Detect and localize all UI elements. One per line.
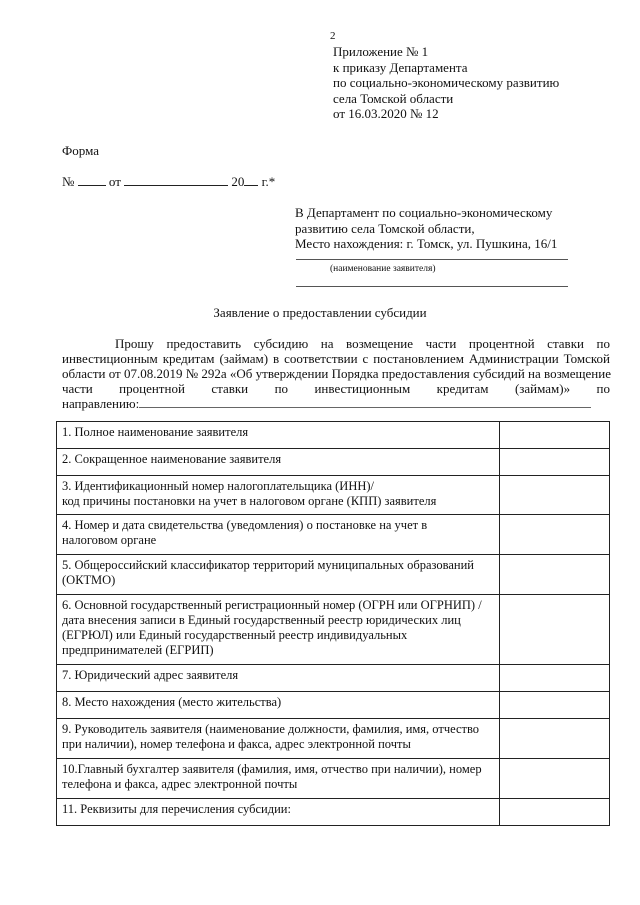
field-label: 10.Главный бухгалтер заявителя (фамилия, имя, отчество при наличии), номер телефона и факса, адрес электронной почты: [57, 759, 500, 799]
field-value-cell[interactable]: [500, 476, 610, 515]
field-value-cell[interactable]: [500, 449, 610, 476]
field-label: 6. Основной государственный регистрационный номер (ОГРН или ОГРНИП) / дата внесения записи в Единый государственный реестр юридических лиц (ЕГРЮЛ) или Единый государственный реестр индивидуальных предпринимателей (ЕГРИП): [57, 595, 500, 665]
number-blank[interactable]: [78, 174, 106, 186]
appendix-line: села Томской области: [333, 90, 454, 106]
field-label: 1. Полное наименование заявителя: [57, 422, 500, 449]
table-row: [57, 719, 610, 759]
requisites-table: [56, 421, 610, 826]
field-value-cell[interactable]: [500, 595, 610, 665]
addressee-block: [295, 205, 557, 252]
addressee-line: развитию села Томской области,: [295, 220, 475, 236]
applicant-name-line-2[interactable]: [296, 286, 568, 287]
field-value-cell[interactable]: [500, 555, 610, 595]
table-row: [57, 449, 610, 476]
table-row: [57, 515, 610, 555]
form-label: Форма: [62, 143, 99, 158]
field-value-cell[interactable]: [500, 665, 610, 692]
appendix-line: от 16.03.2020 № 12: [333, 106, 439, 122]
direction-label: направлению:: [62, 396, 140, 411]
field-value-cell[interactable]: [500, 422, 610, 449]
paragraph-line: части процентной ставки по инвестиционным кредитам (займам)» по: [62, 381, 610, 396]
table-row: [57, 799, 610, 826]
table-row: [57, 422, 610, 449]
number-sign: №: [62, 174, 75, 189]
field-label: 4. Номер и дата свидетельства (уведомления) о постановке на учет в налоговом органе: [57, 515, 500, 555]
field-label: 7. Юридический адрес заявителя: [57, 665, 500, 692]
field-value-cell[interactable]: [500, 515, 610, 555]
table-row: [57, 595, 610, 665]
field-value-cell[interactable]: [500, 759, 610, 799]
date-blank[interactable]: [124, 174, 228, 186]
paragraph-line: Прошу предоставить субсидию на возмещение части процентной ставки по: [115, 336, 610, 351]
applicant-name-line[interactable]: [296, 259, 568, 260]
appendix-line: к приказу Департамента: [333, 59, 468, 75]
document-number-line: [62, 174, 275, 190]
field-label: 8. Место нахождения (место жительства): [57, 692, 500, 719]
field-label: 5. Общероссийский классификатор территорий муниципальных образований (ОКТМО): [57, 555, 500, 595]
year-prefix: 20: [231, 174, 245, 189]
table-row: [57, 555, 610, 595]
addressee-line: В Департамент по социально-экономическому: [295, 205, 553, 220]
field-label: 2. Сокращенное наименование заявителя: [57, 449, 500, 476]
date-from-label: от: [108, 174, 121, 189]
year-blank[interactable]: [244, 174, 258, 186]
addressee-line: Место нахождения: г. Томск, ул. Пушкина, 16/1: [295, 236, 558, 251]
year-suffix: г.*: [261, 174, 276, 189]
paragraph-line: области от 07.08.2019 № 292а «Об утверждении Порядка предоставления субсидий на возмещение: [62, 366, 611, 381]
table-row: [57, 692, 610, 719]
paragraph-line: инвестиционным кредитам (займам) в соответствии с постановлением Администрации Томской: [62, 351, 610, 366]
field-label: 3. Идентификационный номер налогоплательщика (ИНН)/ код причины постановки на учет в налоговом органе (КПП) заявителя: [57, 476, 500, 515]
field-value-cell[interactable]: [500, 692, 610, 719]
appendix-header: [333, 44, 559, 122]
applicant-name-caption: (наименование заявителя): [330, 264, 436, 274]
table-row: [57, 476, 610, 515]
request-paragraph: [62, 336, 610, 411]
field-value-cell[interactable]: [500, 799, 610, 826]
appendix-line: по социально-экономическому развитию: [333, 75, 560, 91]
field-label: 9. Руководитель заявителя (наименование должности, фамилия, имя, отчество при наличии), номер телефона и факса, адрес электронной почты: [57, 719, 500, 759]
field-label: 11. Реквизиты для перечисления субсидии:: [57, 799, 500, 826]
table-row: [57, 759, 610, 799]
direction-blank[interactable]: [139, 397, 591, 408]
page-number: 2: [330, 30, 336, 42]
document-title: Заявление о предоставлении субсидии: [213, 305, 427, 320]
table-row: [57, 665, 610, 692]
field-value-cell[interactable]: [500, 719, 610, 759]
appendix-line: Приложение № 1: [333, 44, 429, 59]
direction-line-row: [62, 396, 610, 411]
